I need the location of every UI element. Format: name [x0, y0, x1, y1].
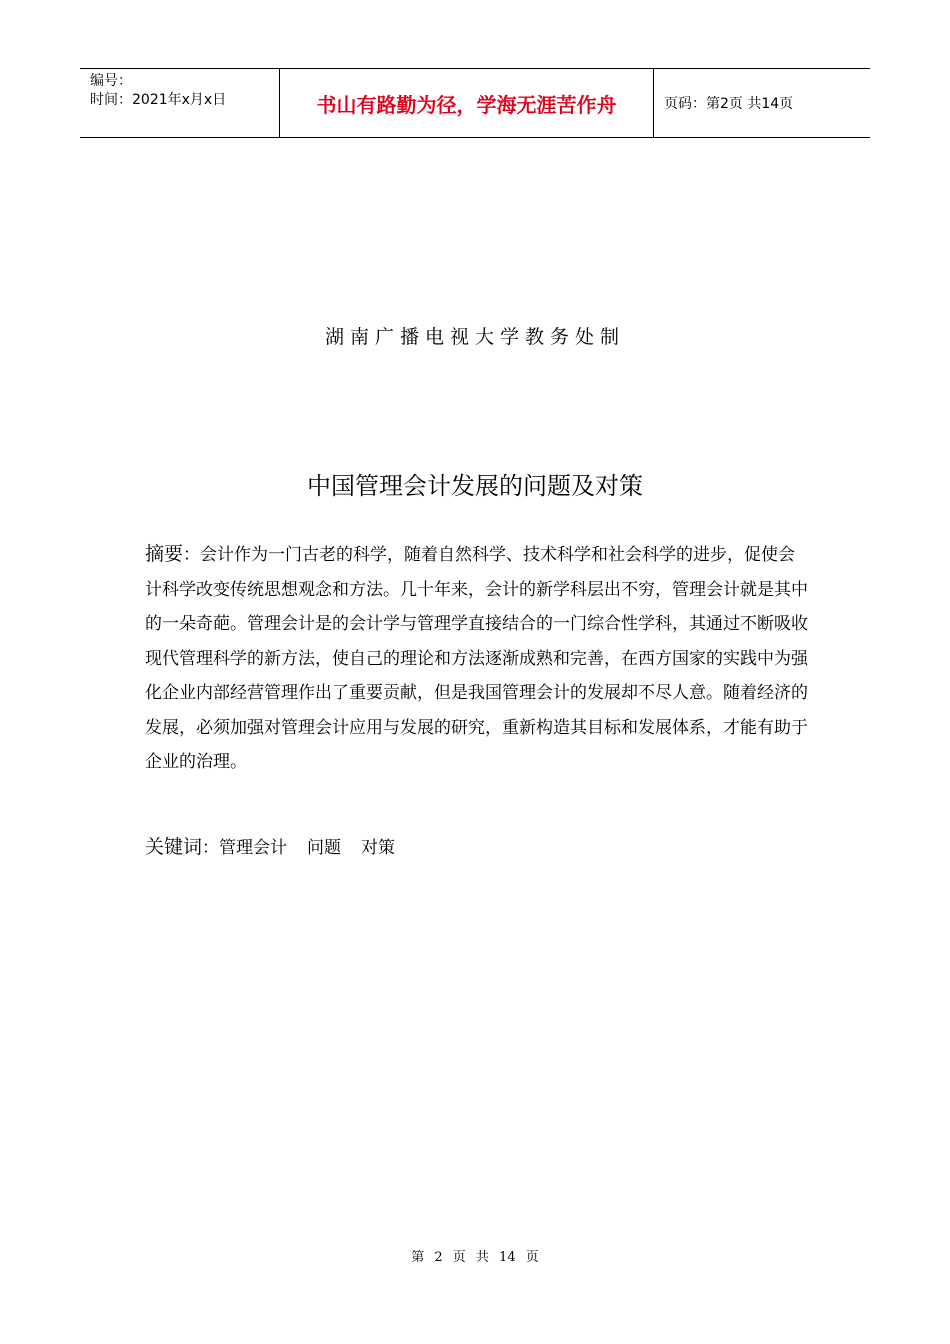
number-label: 编号： [90, 73, 132, 89]
keywords-label: 关键词 [145, 836, 203, 858]
document-title: 中国管理会计发展的问题及对策 [307, 472, 643, 500]
keywords-line [145, 832, 415, 863]
page-footer: 第 2 页 共 14 页 [411, 1250, 539, 1265]
keyword-item: 管理会计 [219, 838, 288, 858]
header-motto-cell [280, 69, 654, 137]
keyword-item: 问题 [307, 838, 342, 858]
header-table [80, 68, 870, 138]
keyword-item: 对策 [361, 838, 396, 858]
keywords-colon: ： [202, 838, 220, 858]
page-info: 页码：第2页 共14页 [664, 96, 794, 112]
issuer-line: 湖南广播电视大学教务处制 [324, 326, 625, 348]
header-page-cell [654, 69, 870, 137]
motto: 书山有路勤为径，学海无涯苦作舟 [316, 92, 617, 117]
time-label: 时间：2021年x月x日 [90, 92, 227, 108]
abstract-colon: ： [183, 545, 201, 565]
header-meta-cell [80, 69, 280, 137]
abstract-label: 摘要 [145, 543, 184, 565]
abstract-text-part1: 会计作为一门古老的科学，随着自然科学、技术科学和社会科学的进步，促使会计科学改变传统思想观念和方法。几十年来，会计的新学科层出不穷，管理会计就是其中的一朵奇葩。 [145, 545, 808, 634]
abstract-text-part2: 管理会计是的会计学与管理学直接结合的一门综合性学科，其通过不断吸收现代管理科学的新方法，使自己的理论和方法逐渐成熟和完善，在西方国家的实践中为强化企业内部经营管理作出了重要贡献，但是我国管理会计的发展却不尽人意。随着经济的发展，必须加强对管理会计应用与发展的研究，重新构造其目标和发展体系，才能有助于企业的治理。 [145, 614, 808, 772]
abstract-paragraph [145, 537, 810, 780]
